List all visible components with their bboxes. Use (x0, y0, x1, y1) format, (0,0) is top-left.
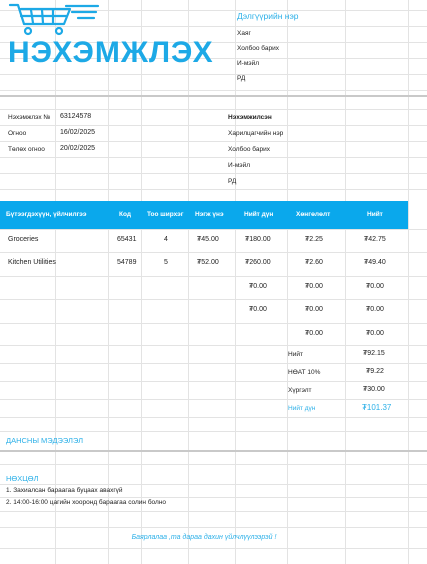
row3-discount: ₮0.00 (305, 283, 323, 290)
row2-total: ₮49.40 (364, 259, 386, 266)
company-reg-label: РД (237, 75, 246, 82)
due-date-label: Төлөх огноо (8, 146, 45, 153)
row1-discount: ₮2.25 (305, 236, 323, 243)
term-item-2: 2. 14:00-16:00 цагийн хооронд бараагаа солин болно (6, 499, 167, 506)
col-code: Код (119, 211, 131, 218)
col-unit-price: Нэгж үнэ (195, 211, 224, 218)
invoice-date-label: Огноо (8, 130, 27, 137)
row1-total: ₮42.75 (364, 236, 386, 243)
col-product: Бүтээгдэхүүн, үйлчилгээ (6, 211, 87, 218)
row2-discount: ₮2.60 (305, 259, 323, 266)
row5-discount: ₮0.00 (305, 330, 323, 337)
row3-amount: ₮0.00 (249, 283, 267, 290)
col-total: Нийт (367, 211, 383, 218)
invoice-date: 16/02/2025 (60, 129, 96, 136)
shop-name-title: Дэлгүүрийн нэр (237, 11, 299, 21)
col-qty: Тоо ширхэг (147, 211, 184, 218)
shipping-value: ₮30.00 (363, 386, 385, 393)
logo-text: НЭХЭМЖЛЭХ (8, 36, 214, 69)
row3-total: ₮0.00 (366, 283, 384, 290)
invoice-number-label: Нэхэмжлэх № (8, 114, 51, 121)
company-email-label: И-мэйл (237, 60, 260, 67)
company-address-label: Хаяг (237, 30, 251, 37)
company-contact-label: Холбоо барих (237, 45, 279, 52)
customer-contact-label: Холбоо барих (228, 146, 270, 153)
subtotal-value: ₮92.15 (363, 350, 385, 357)
grand-total-label: Нийт дүн (288, 405, 316, 412)
col-discount: Хөнгөлөлт (296, 211, 331, 218)
row1-code: 65431 (117, 236, 137, 243)
customer-reg-label: РД (228, 178, 237, 185)
shipping-label: Хүргэлт (288, 387, 312, 394)
row2-code: 54789 (117, 259, 137, 266)
row4-total: ₮0.00 (366, 306, 384, 313)
terms-title: НӨХЦӨЛ (6, 474, 39, 483)
vat-value: ₮9.22 (366, 368, 384, 375)
shopping-cart-icon (8, 2, 100, 36)
vat-label: НӨАТ 10% (288, 369, 321, 376)
row2-product: Kitchen Utilities (8, 259, 56, 266)
customer-email-label: И-мэйл (228, 162, 251, 169)
subtotal-label: Нийт (288, 351, 303, 358)
row5-total: ₮0.00 (366, 330, 384, 337)
grand-total-value: ₮101.37 (362, 403, 392, 412)
billed-to-title: Нэхэмжилсэн (228, 114, 272, 121)
thank-you-note: Баярлалаа ,та дараа дахин үйлчлүүлээрэй ! (131, 534, 277, 541)
term-item-1: 1. Захиалсан бараагаа буцаах авахгүй (6, 487, 123, 494)
due-date: 20/02/2025 (60, 145, 96, 152)
row1-unit-price: ₮45.00 (197, 236, 219, 243)
row2-unit-price: ₮52.00 (197, 259, 219, 266)
row1-amount: ₮180.00 (245, 236, 271, 243)
row4-discount: ₮0.00 (305, 306, 323, 313)
row2-amount: ₮260.00 (245, 259, 271, 266)
row2-qty: 5 (164, 259, 168, 266)
row1-qty: 4 (164, 236, 168, 243)
invoice-number: 63124578 (60, 113, 92, 120)
bank-info-title: ДАНСНЫ МЭДЭЭЛЭЛ (6, 436, 84, 445)
row4-amount: ₮0.00 (249, 306, 267, 313)
col-amount: Нийт дүн (244, 211, 274, 218)
row1-product: Groceries (8, 236, 39, 243)
customer-name-label: Харилцагчийн нэр (228, 130, 284, 137)
